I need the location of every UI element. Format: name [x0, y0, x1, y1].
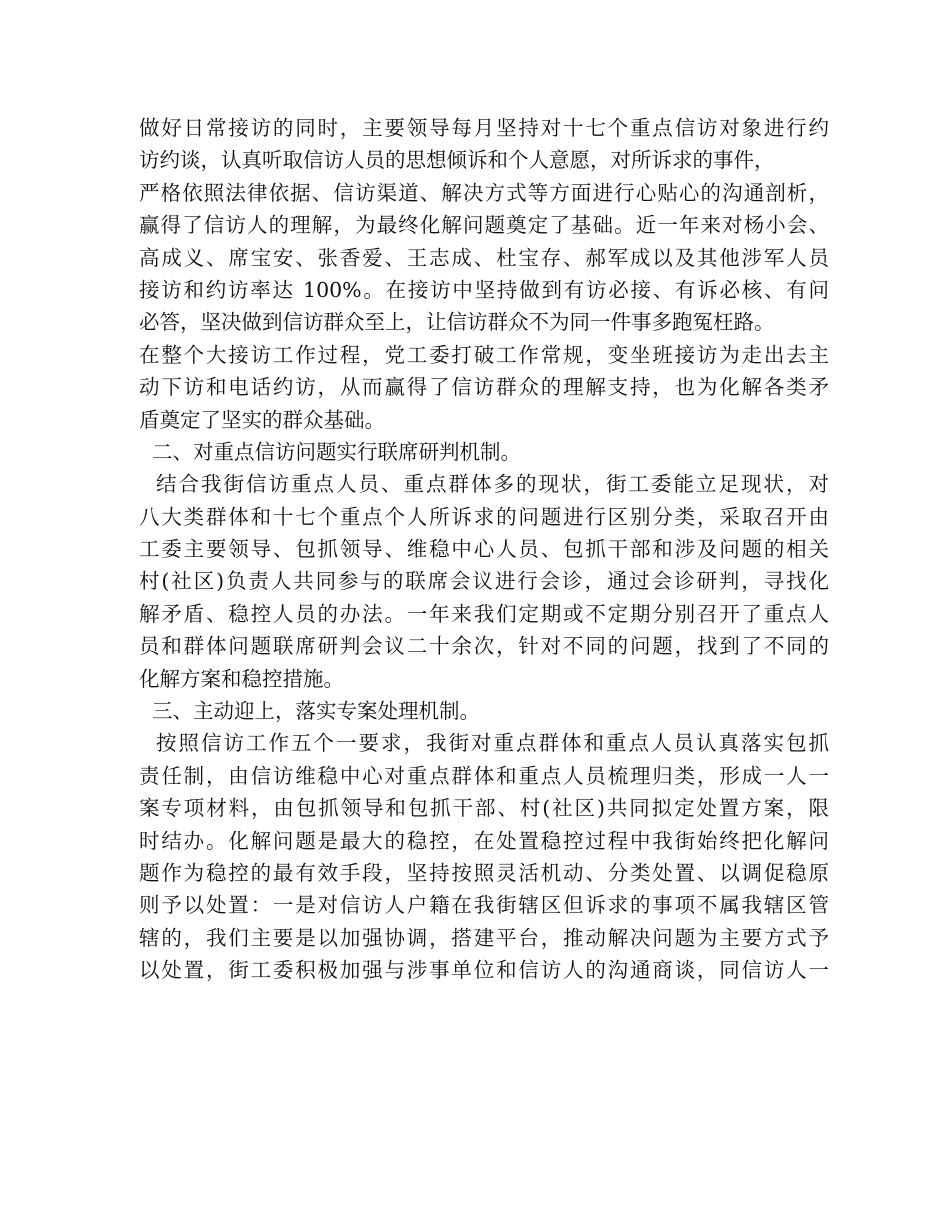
text-line: 责任制，由信访维稳中心对重点群体和重点人员梳理归类，形成一人一 — [139, 763, 829, 788]
text-line: 员和群体问题联席研判会议二十余次，针对不同的问题，找到了不同的 — [139, 634, 829, 659]
text-line: 题作为稳控的最有效手段，坚持按照灵活机动、分类处置、以调促稳原 — [139, 860, 829, 885]
text-line: 访约谈，认真听取信访人员的思想倾诉和个人意愿，对所诉求的事件， — [139, 148, 775, 173]
text-line: 严格依照法律依据、信访渠道、解决方式等方面进行心贴心的沟通剖析， — [139, 180, 829, 205]
text-line: 工委主要领导、包抓领导、维稳中心人员、包抓干部和涉及问题的相关 — [139, 537, 829, 562]
text-line: 在整个大接访工作过程，党工委打破工作常规，变坐班接访为走出去主 — [139, 342, 829, 367]
text-line: 接访和约访率达 100%。在接访中坚持做到有访必接、有诉必核、有问 — [139, 277, 829, 302]
text-line: 三、主动迎上，落实专案处理机制。 — [139, 699, 481, 724]
text-line: 必答，坚决做到信访群众至上，让信访群众不为同一件事多跑冤枉路。 — [139, 310, 775, 335]
text-line: 做好日常接访的同时，主要领导每月坚持对十七个重点信访对象进行约 — [139, 116, 829, 140]
text-line: 按照信访工作五个一要求，我街对重点群体和重点人员认真落实包抓 — [139, 731, 829, 756]
body-text — [139, 112, 829, 987]
text-line: 以处置，街工委积极加强与涉事单位和信访人的沟通商谈，同信访人一 — [139, 958, 829, 983]
text-line: 赢得了信访人的理解，为最终化解问题奠定了基础。近一年来对杨小会、 — [139, 213, 829, 238]
text-line: 八大类群体和十七个重点个人所诉求的问题进行区别分类，采取召开由 — [139, 504, 829, 529]
text-line: 盾奠定了坚实的群众基础。 — [139, 407, 385, 432]
text-line: 动下访和电话约访，从而赢得了信访群众的理解支持，也为化解各类矛 — [139, 375, 829, 400]
text-line: 时结办。化解问题是最大的稳控，在处置稳控过程中我街始终把化解问 — [139, 828, 829, 853]
text-line: 案专项材料，由包抓领导和包抓干部、村(社区)共同拟定处置方案，限 — [139, 796, 829, 821]
text-line: 村(社区)负责人共同参与的联席会议进行会诊，通过会诊研判，寻找化 — [139, 569, 829, 594]
text-line: 高成义、席宝安、张香爱、王志成、杜宝存、郝军成以及其他涉军人员 — [139, 245, 829, 270]
text-line: 解矛盾、稳控人员的办法。一年来我们定期或不定期分别召开了重点人 — [139, 601, 829, 626]
text-line: 化解方案和稳控措施。 — [139, 666, 344, 691]
text-line: 二、对重点信访问题实行联席研判机制。 — [139, 439, 522, 464]
text-line: 辖的，我们主要是以加强协调，搭建平台，推动解决问题为主要方式予 — [139, 925, 829, 950]
text-line: 则予以处置：一是对信访人户籍在我街辖区但诉求的事项不属我辖区管 — [139, 893, 829, 918]
text-line: 结合我街信访重点人员、重点群体多的现状，街工委能立足现状，对 — [139, 472, 829, 497]
